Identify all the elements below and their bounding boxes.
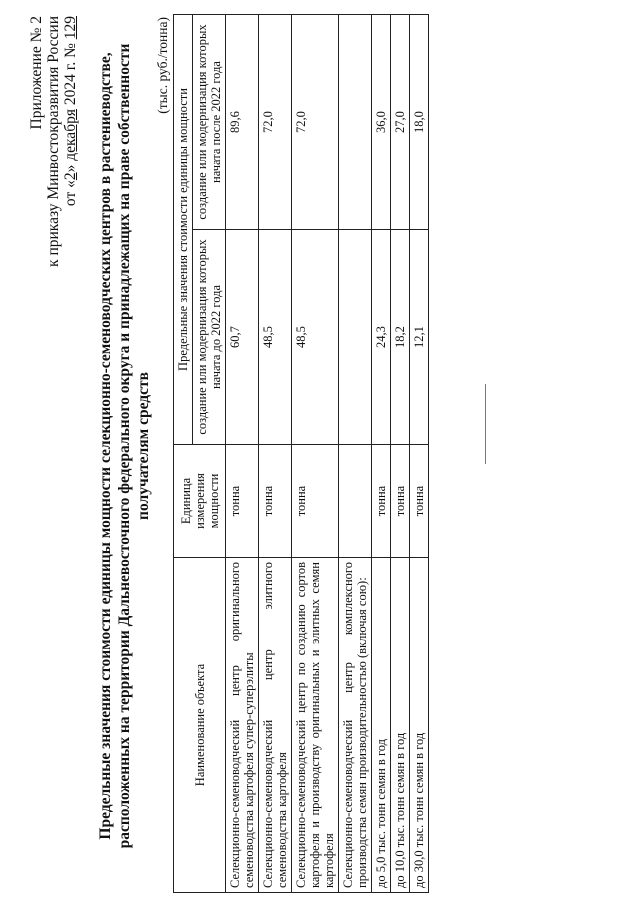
row-before: 12,1	[410, 230, 429, 445]
table-row	[226, 15, 259, 893]
row-before: 18,2	[391, 230, 410, 445]
row-after	[339, 15, 372, 230]
row-name: Селекционно-семеноводческий центр элитного семеноводства картофеля	[259, 558, 292, 893]
row-unit: тонна	[391, 445, 410, 558]
row-after: 18,0	[410, 15, 429, 230]
header-unit: Единица измерения мощности	[174, 445, 226, 558]
row-after: 72,0	[259, 15, 292, 230]
table-row	[391, 15, 410, 893]
appendix-date-line	[62, 16, 79, 301]
table-row	[292, 15, 339, 893]
row-before: 48,5	[292, 230, 339, 445]
appendix-order-ref: к приказу Минвостокразвития России	[45, 16, 62, 267]
row-after: 27,0	[391, 15, 410, 230]
table-row	[372, 15, 391, 893]
row-before: 60,7	[226, 230, 259, 445]
row-before: 48,5	[259, 230, 292, 445]
document-title: Предельные значения стоимости единицы мощности селекционно-семеноводческих центров в растениеводстве, расположенных на территории Дальневосточного федерального округа и принадлежащих на праве собственности получателям средств	[97, 43, 152, 849]
date-year: 2024 г. №	[62, 39, 79, 110]
header-name: Наименование объекта	[174, 558, 226, 893]
table-row	[339, 15, 372, 893]
cost-table	[173, 14, 429, 893]
appendix-number: Приложение № 2	[28, 16, 45, 130]
date-mid: »	[62, 160, 79, 173]
date-prefix: от «	[62, 180, 79, 207]
row-after: 89,6	[226, 15, 259, 230]
order-number: 129	[62, 16, 79, 40]
row-after: 72,0	[292, 15, 339, 230]
date-day: 2	[62, 172, 79, 181]
row-unit: тонна	[292, 445, 339, 558]
row-unit: тонна	[410, 445, 429, 558]
row-name: до 5,0 тыс. тонн семян в год	[372, 558, 391, 893]
row-name: до 30,0 тыс. тонн семян в год	[410, 558, 429, 893]
header-after-2022: создание или модернизация которых начата после 2022 года	[193, 15, 226, 230]
header-before-2022: создание или модернизация которых начата до 2022 года	[193, 230, 226, 445]
row-name: до 10,0 тыс. тонн семян в год	[391, 558, 410, 893]
row-unit: тонна	[372, 445, 391, 558]
row-name: Селекционно-семеноводческий центр комплексного производства семян производительностью (включая сою):	[339, 558, 372, 893]
row-before: 24,3	[372, 230, 391, 445]
row-unit	[339, 445, 372, 558]
table-row	[259, 15, 292, 893]
unit-note: (тыс. руб./тонна)	[155, 17, 170, 114]
table-row	[410, 15, 429, 893]
row-before	[339, 230, 372, 445]
row-name: Селекционно-семеноводческий центр оригинального семеноводства картофеля супер-суперэлиты	[226, 558, 259, 893]
header-limit-group: Предельные значения стоимости единицы мощности	[174, 15, 193, 445]
row-name: Селекционно-семеноводческий центр по созданию сортов картофеля и производству оригинальных и элитных семян картофеля	[292, 558, 339, 893]
closing-rule	[485, 384, 486, 464]
row-unit: тонна	[259, 445, 292, 558]
appendix-block	[28, 16, 79, 301]
table-header-row	[174, 15, 193, 893]
row-after: 36,0	[372, 15, 391, 230]
row-unit: тонна	[226, 445, 259, 558]
date-month: декабря	[62, 109, 79, 161]
